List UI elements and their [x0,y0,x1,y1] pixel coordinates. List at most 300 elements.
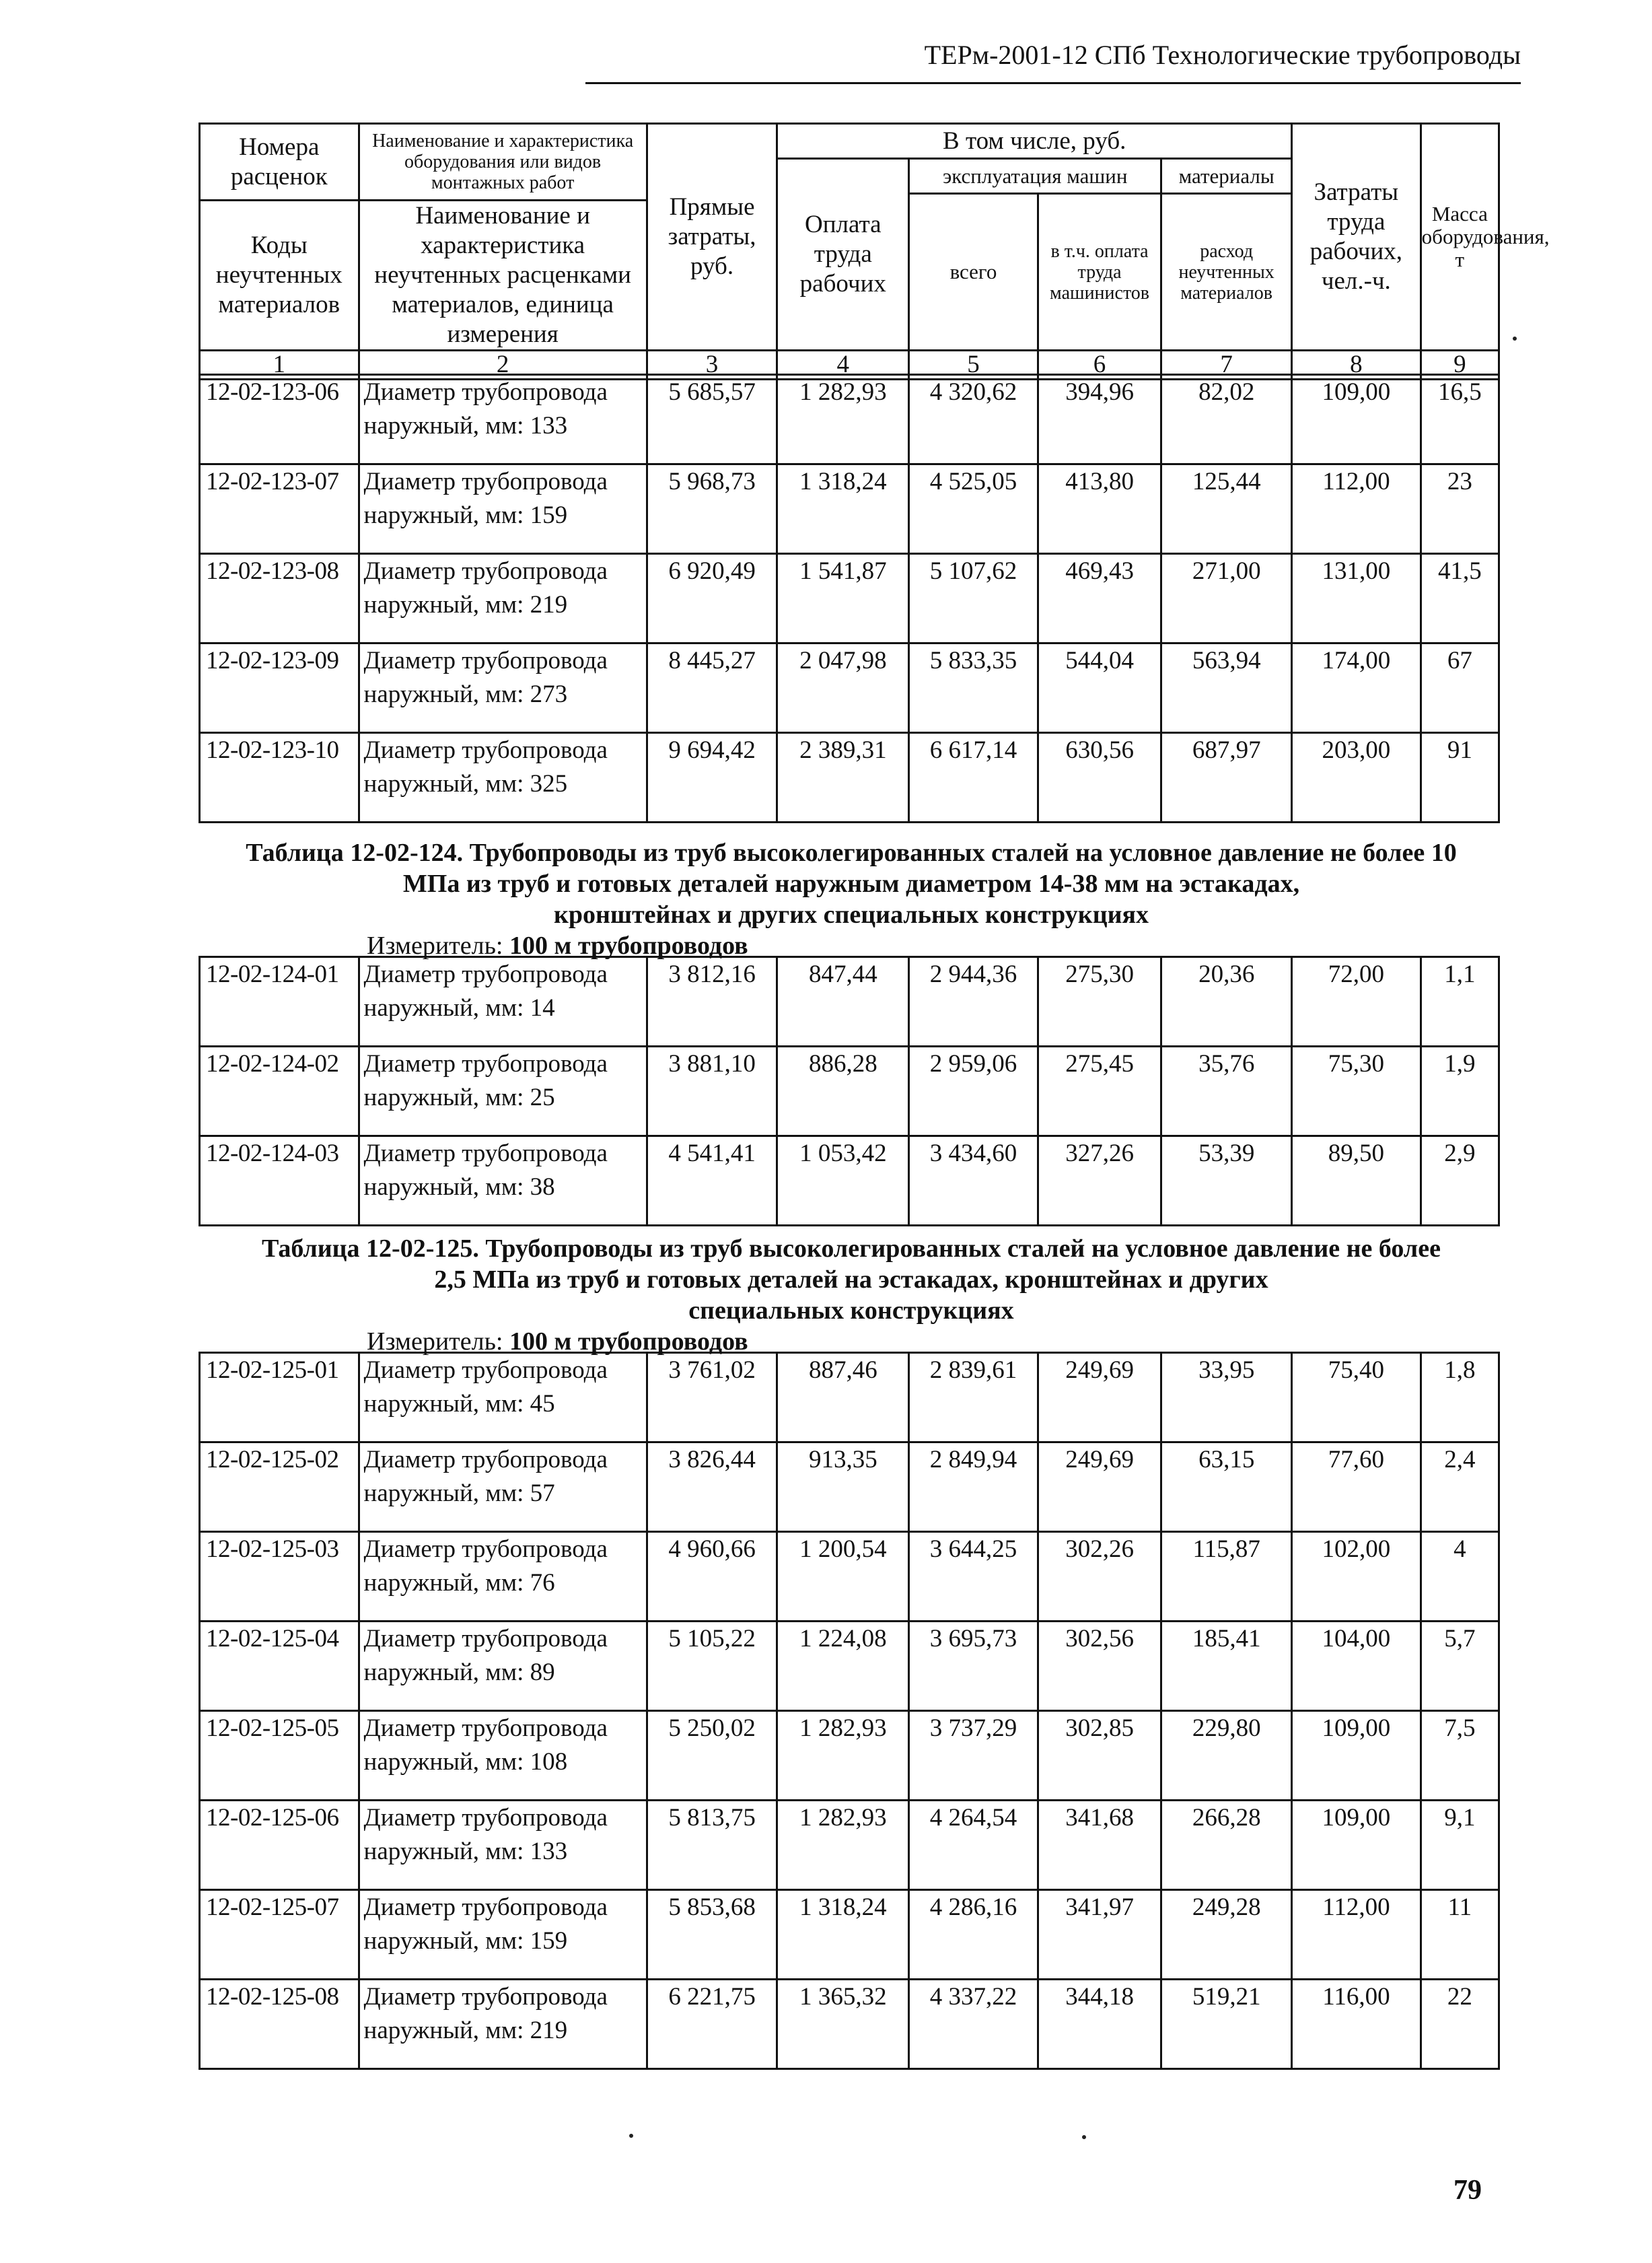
machines-total: 2 849,94 [929,1446,1017,1473]
direct-cost-cell [647,1711,777,1801]
rate-code: 12-02-123-10 [206,736,339,764]
work-name-line: Диаметр трубопровода [363,1893,608,1921]
machines-total: 6 617,14 [929,736,1017,764]
materials-cell [1161,1532,1292,1622]
machines-labor: 302,56 [1065,1625,1134,1652]
labor-pay-cell [777,1801,909,1890]
machines-labor: 302,26 [1065,1535,1134,1563]
work-name-diameter: наружный, мм: 25 [363,1084,555,1111]
column-header-table [199,123,1550,380]
table-row [200,1711,1499,1801]
machines-total-cell [909,1532,1038,1622]
machines-total: 3 644,25 [929,1535,1017,1563]
direct-cost: 6 221,75 [668,1983,756,2011]
col-number: 7 [1161,351,1292,380]
col-code-top: Номера расценок [200,124,359,201]
work-name-diameter: наружный, мм: 76 [363,1569,555,1597]
table-row [200,1801,1499,1890]
labor-hours: 109,00 [1322,378,1391,406]
mass: 2,9 [1444,1140,1476,1167]
direct-cost-cell [647,1047,777,1136]
machines-total-cell [909,1136,1038,1226]
direct-cost: 3 826,44 [668,1446,756,1473]
machines-total: 3 695,73 [929,1625,1017,1652]
machines-total: 4 337,22 [929,1983,1017,2011]
table-row [200,1136,1499,1226]
labor-pay-cell [777,733,909,823]
machines-labor: 327,26 [1065,1140,1134,1167]
labor-hours: 131,00 [1322,557,1391,585]
col-name-top: Наименование и характеристика оборудования или видов монтажных работ [359,124,647,201]
machines-total-cell [909,1801,1038,1890]
header-rule [585,82,1521,84]
rate-code-cell [200,733,359,823]
labor-pay-cell [777,643,909,733]
machines-total: 5 107,62 [929,557,1017,585]
materials-cell [1161,733,1292,823]
work-name-line: Диаметр трубопровода [363,736,608,764]
mass-cell [1421,1890,1499,1980]
machines-labor-cell [1038,1136,1161,1226]
mass-cell [1421,1442,1499,1532]
mass-cell [1421,643,1499,733]
machines-labor-cell [1038,1622,1161,1711]
materials: 229,80 [1192,1714,1261,1742]
machines-labor-cell [1038,957,1161,1047]
rate-code-cell [200,464,359,554]
labor-hours: 104,00 [1322,1625,1391,1652]
direct-cost: 6 920,49 [668,557,756,585]
direct-cost: 5 105,22 [668,1625,756,1652]
table-row [200,375,1499,464]
labor-pay: 1 541,87 [799,557,887,585]
machines-labor: 302,85 [1065,1714,1134,1742]
labor-pay-cell [777,1711,909,1801]
labor-hours-cell [1292,375,1421,464]
work-name-cell [359,643,647,733]
machines-total: 3 737,29 [929,1714,1017,1742]
labor-pay: 913,35 [808,1446,877,1473]
work-name-diameter: наружный, мм: 38 [363,1173,555,1201]
labor-hours-cell [1292,1711,1421,1801]
direct-cost: 9 694,42 [668,736,756,764]
table-row [200,554,1499,643]
table-row [200,1532,1499,1622]
work-name-line: Диаметр трубопровода [363,1714,608,1742]
labor-pay: 1 282,93 [799,378,887,406]
machines-total-cell [909,1980,1038,2069]
direct-cost-cell [647,1801,777,1890]
machines-labor-cell [1038,1047,1161,1136]
materials-cell [1161,554,1292,643]
direct-cost-cell [647,464,777,554]
materials: 33,95 [1198,1356,1255,1384]
machines-labor-cell [1038,643,1161,733]
work-name-cell [359,1801,647,1890]
labor-pay: 1 365,32 [799,1983,887,2011]
materials-cell [1161,1136,1292,1226]
work-name-cell [359,1980,647,2069]
rate-code-cell [200,1711,359,1801]
mass: 11 [1447,1893,1472,1921]
work-name-line: Диаметр трубопровода [363,1050,608,1078]
col-number: 1 [200,351,359,380]
machines-labor-cell [1038,464,1161,554]
mass-cell [1421,375,1499,464]
rate-code-cell [200,957,359,1047]
work-name-diameter: наружный, мм: 133 [363,1838,568,1865]
direct-cost-cell [647,375,777,464]
mass: 23 [1447,468,1472,495]
machines-total-cell [909,643,1038,733]
direct-cost-cell [647,1980,777,2069]
mass: 67 [1447,647,1472,674]
direct-cost: 5 685,57 [668,378,756,406]
labor-hours-cell [1292,1622,1421,1711]
rate-code: 12-02-125-05 [206,1714,339,1742]
mass: 91 [1447,736,1472,764]
work-name-line: Диаметр трубопровода [363,557,608,585]
direct-cost-cell [647,554,777,643]
mass-cell [1421,1980,1499,2069]
labor-hours-cell [1292,464,1421,554]
col-labor-pay: Оплата труда рабочих [777,159,909,351]
materials: 519,21 [1192,1983,1261,2011]
materials-cell [1161,1801,1292,1890]
work-name-line: Диаметр трубопровода [363,1983,608,2011]
machines-total-cell [909,464,1038,554]
rate-code-cell [200,1801,359,1890]
labor-pay-cell [777,1136,909,1226]
rate-code-cell [200,1442,359,1532]
direct-cost: 3 881,10 [668,1050,756,1078]
work-name-cell [359,733,647,823]
materials-cell [1161,464,1292,554]
machines-total: 4 264,54 [929,1804,1017,1832]
col-labor-cost: Затраты труда рабочих, чел.-ч. [1292,124,1421,351]
materials-cell [1161,1980,1292,2069]
mass: 9,1 [1444,1804,1476,1832]
materials-cell [1161,1442,1292,1532]
mass: 41,5 [1438,557,1482,585]
rate-code-cell [200,643,359,733]
machines-labor: 344,18 [1065,1983,1134,2011]
table-row [200,1442,1499,1532]
rate-code-cell [200,1047,359,1136]
machines-labor: 413,80 [1065,468,1134,495]
machines-labor: 275,30 [1065,961,1134,988]
labor-hours-cell [1292,643,1421,733]
direct-cost-cell [647,1353,777,1442]
measure-value: 100 м трубопроводов [509,932,748,960]
materials-cell [1161,375,1292,464]
materials: 563,94 [1192,647,1261,674]
machines-labor: 544,04 [1065,647,1134,674]
labor-hours-cell [1292,733,1421,823]
rate-code-cell [200,1136,359,1226]
materials: 82,02 [1198,378,1255,406]
machines-labor-cell [1038,554,1161,643]
materials-cell [1161,643,1292,733]
machines-total-cell [909,375,1038,464]
work-name-line: Диаметр трубопровода [363,1625,608,1652]
machines-total-cell [909,1890,1038,1980]
mass-cell [1421,1532,1499,1622]
table-row [200,1890,1499,1980]
direct-cost: 5 813,75 [668,1804,756,1832]
work-name-diameter: наружный, мм: 108 [363,1748,568,1776]
rate-code-cell [200,375,359,464]
labor-hours-cell [1292,1442,1421,1532]
work-name-diameter: наружный, мм: 159 [363,1927,568,1955]
machines-total: 2 839,61 [929,1356,1017,1384]
work-name-diameter: наружный, мм: 219 [363,2017,568,2044]
table-125-caption-line1: Таблица 12-02-125. Трубопроводы из труб высоколегированных сталей на условное давление не более [262,1234,1441,1263]
labor-hours: 112,00 [1322,468,1390,495]
work-name-diameter: наружный, мм: 133 [363,412,568,440]
work-name-diameter: наружный, мм: 57 [363,1479,555,1507]
materials: 271,00 [1192,557,1261,585]
table-125-caption-line2: 2,5 МПа из труб и готовых деталей на эстакадах, кронштейнах и других [434,1265,1268,1294]
work-name-diameter: наружный, мм: 89 [363,1659,555,1686]
direct-cost-cell [647,1532,777,1622]
machines-total-cell [909,733,1038,823]
labor-pay-cell [777,375,909,464]
work-name-line: Диаметр трубопровода [363,468,608,495]
rate-code: 12-02-123-07 [206,468,339,495]
direct-cost: 5 853,68 [668,1893,756,1921]
stray-dot [1082,2135,1086,2139]
machines-total: 3 434,60 [929,1140,1017,1167]
machines-labor-cell [1038,1711,1161,1801]
work-name-line: Диаметр трубопровода [363,1140,608,1167]
col-name-bottom: Наименование и характеристика неучтенных расценками материалов, единица измерения [359,201,647,351]
direct-cost-cell [647,643,777,733]
materials: 35,76 [1198,1050,1255,1078]
rate-code-cell [200,1980,359,2069]
table-124-caption-line2: МПа из труб и готовых деталей наружным диаметром 14-38 мм на эстакадах, [402,870,1300,898]
work-name-cell [359,1047,647,1136]
mass-cell [1421,1353,1499,1442]
rate-code: 12-02-123-09 [206,647,339,674]
measure-value: 100 м трубопроводов [509,1327,748,1356]
rate-code: 12-02-125-06 [206,1804,339,1832]
page-number: 79 [1453,2175,1482,2206]
work-name-cell [359,1353,647,1442]
mass-cell [1421,464,1499,554]
labor-pay-cell [777,957,909,1047]
labor-hours: 75,40 [1328,1356,1385,1384]
materials: 53,39 [1198,1140,1255,1167]
machines-labor: 275,45 [1065,1050,1134,1078]
labor-hours: 75,30 [1328,1050,1385,1078]
rate-code-cell [200,1622,359,1711]
work-name-diameter: наружный, мм: 219 [363,591,568,619]
work-name-line: Диаметр трубопровода [363,961,608,988]
labor-pay: 1 318,24 [799,468,887,495]
rate-code: 12-02-125-08 [206,1983,339,2011]
materials: 185,41 [1192,1625,1261,1652]
direct-cost-cell [647,957,777,1047]
rate-code: 12-02-125-04 [206,1625,339,1652]
rate-code-cell [200,1353,359,1442]
rate-code-cell [200,554,359,643]
labor-hours: 109,00 [1322,1804,1391,1832]
labor-hours-cell [1292,957,1421,1047]
rate-code: 12-02-125-03 [206,1535,339,1563]
materials: 115,87 [1192,1535,1260,1563]
table-row [200,957,1499,1047]
labor-pay: 1 224,08 [799,1625,887,1652]
labor-pay: 1 282,93 [799,1714,887,1742]
col-machines-total: всего [909,194,1038,351]
labor-pay-cell [777,1890,909,1980]
work-name-cell [359,957,647,1047]
materials-cell [1161,1890,1292,1980]
work-name-cell [359,1442,647,1532]
labor-hours-cell [1292,1353,1421,1442]
materials-cell [1161,957,1292,1047]
machines-total-cell [909,957,1038,1047]
materials-cell [1161,1047,1292,1136]
work-name-cell [359,1136,647,1226]
materials: 687,97 [1192,736,1261,764]
mass-cell [1421,1047,1499,1136]
col-mass: Масса оборудования, т [1421,124,1499,351]
labor-hours-cell [1292,1532,1421,1622]
rate-code: 12-02-124-01 [206,961,339,988]
rate-code: 12-02-125-02 [206,1446,339,1473]
col-number: 9 [1421,351,1499,380]
direct-cost: 4 960,66 [668,1535,756,1563]
mass-cell [1421,1801,1499,1890]
machines-labor: 249,69 [1065,1446,1134,1473]
work-name-cell [359,1890,647,1980]
labor-pay-cell [777,1622,909,1711]
labor-pay-cell [777,1980,909,2069]
labor-hours: 72,00 [1328,961,1385,988]
mass-cell [1421,957,1499,1047]
mass: 7,5 [1444,1714,1476,1742]
mass: 2,4 [1444,1446,1476,1473]
col-number: 4 [777,351,909,380]
mass: 1,1 [1444,961,1476,988]
direct-cost-cell [647,1622,777,1711]
work-name-line: Диаметр трубопровода [363,647,608,674]
labor-hours: 102,00 [1322,1535,1391,1563]
machines-labor-cell [1038,1801,1161,1890]
direct-cost-cell [647,1890,777,1980]
machines-labor-cell [1038,1442,1161,1532]
work-name-diameter: наружный, мм: 14 [363,994,555,1022]
rate-code: 12-02-125-07 [206,1893,339,1921]
measure-label: Измеритель: [367,932,503,960]
rates-table-123 [199,374,1500,823]
col-direct: Прямые затраты, руб. [647,124,777,351]
mass-cell [1421,554,1499,643]
work-name-line: Диаметр трубопровода [363,1535,608,1563]
col-number: 3 [647,351,777,380]
stray-dot [629,2134,633,2138]
materials: 63,15 [1198,1446,1255,1473]
labor-pay: 886,28 [808,1050,877,1078]
machines-labor-cell [1038,1890,1161,1980]
labor-pay: 1 282,93 [799,1804,887,1832]
machines-total-cell [909,1047,1038,1136]
labor-hours-cell [1292,1801,1421,1890]
col-materials-sub: расход неучтенных материалов [1161,194,1292,351]
labor-pay: 1 200,54 [799,1535,887,1563]
work-name-cell [359,1532,647,1622]
mass: 1,8 [1444,1356,1476,1384]
stray-dot [1513,337,1517,341]
rate-code: 12-02-123-06 [206,378,339,406]
materials-cell [1161,1622,1292,1711]
work-name-diameter: наружный, мм: 159 [363,501,568,529]
col-number: 5 [909,351,1038,380]
machines-labor: 394,96 [1065,378,1134,406]
materials-cell [1161,1711,1292,1801]
direct-cost: 5 968,73 [668,468,756,495]
machines-labor-cell [1038,1980,1161,2069]
machines-total-cell [909,1622,1038,1711]
labor-hours: 89,50 [1328,1140,1385,1167]
direct-cost: 3 812,16 [668,961,756,988]
direct-cost: 3 761,02 [668,1356,756,1384]
mass-cell [1421,1622,1499,1711]
machines-labor-cell [1038,1532,1161,1622]
mass-cell [1421,733,1499,823]
work-name-cell [359,554,647,643]
labor-pay-cell [777,1353,909,1442]
machines-total-cell [909,554,1038,643]
machines-labor: 469,43 [1065,557,1134,585]
rates-table-124 [199,956,1500,1226]
materials: 266,28 [1192,1804,1261,1832]
labor-hours-cell [1292,1136,1421,1226]
labor-pay-cell [777,554,909,643]
work-name-diameter: наружный, мм: 45 [363,1390,555,1418]
labor-pay: 2 047,98 [799,647,887,674]
labor-pay: 1 318,24 [799,1893,887,1921]
labor-hours: 109,00 [1322,1714,1391,1742]
machines-total: 4 320,62 [929,378,1017,406]
rate-code-cell [200,1890,359,1980]
rate-code: 12-02-123-08 [206,557,339,585]
table-row [200,733,1499,823]
machines-total: 2 959,06 [929,1050,1017,1078]
labor-hours: 203,00 [1322,736,1391,764]
table-row [200,643,1499,733]
col-including: В том числе, руб. [777,124,1292,159]
rate-code: 12-02-124-02 [206,1050,339,1078]
labor-hours: 77,60 [1328,1446,1385,1473]
table-row [200,464,1499,554]
direct-cost: 8 445,27 [668,647,756,674]
table-125-caption-line3: специальных конструкциях [688,1296,1014,1325]
direct-cost-cell [647,1136,777,1226]
mass-cell [1421,1711,1499,1801]
table-124-caption-line1: Таблица 12-02-124. Трубопроводы из труб высоколегированных сталей на условное давление не более 10 [246,839,1457,867]
labor-hours: 112,00 [1322,1893,1390,1921]
col-number: 8 [1292,351,1421,380]
mass: 4 [1453,1535,1466,1563]
machines-total: 4 286,16 [929,1893,1017,1921]
labor-pay-cell [777,1532,909,1622]
machines-labor: 630,56 [1065,736,1134,764]
mass-cell [1421,1136,1499,1226]
labor-pay: 1 053,42 [799,1140,887,1167]
